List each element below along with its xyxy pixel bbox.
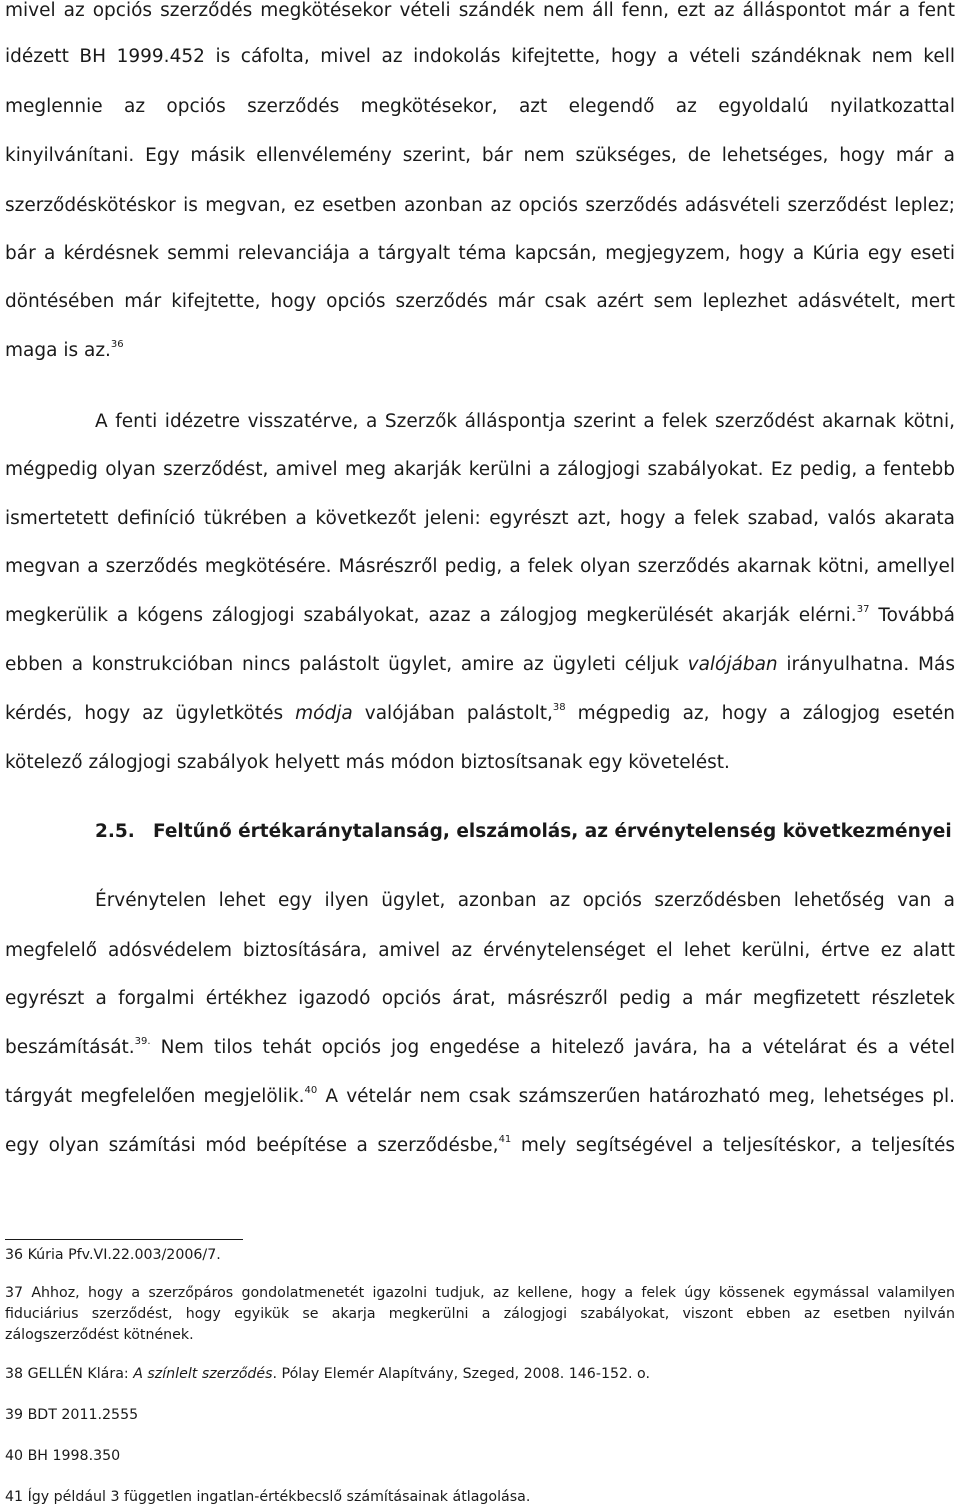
text-line: megfelelő adósvédelem biztosítására, amivel az érvénytelenséget el lehet kerülni, értve ez alatt (5, 940, 955, 961)
text-run: beszámítását. (5, 1037, 135, 1058)
text-line: döntésében már kifejtette, hogy opciós szerződés már csak azért sem leplezhet adásvételt, mert (5, 291, 955, 312)
text-line (5, 1086, 955, 1108)
text-line: mégpedig olyan szerződést, amivel meg akarják kerülni a zálogjogi szabályokat. Ez pedig, a fentebb (5, 459, 955, 480)
text-line: Érvénytelen lehet egy ilyen ügylet, azonban az opciós szerződésben lehetőség van a (95, 890, 955, 911)
footnote-ref[interactable]: 41 (498, 1134, 512, 1145)
text-line: mivel az opciós szerződés megkötésekor vételi szándék nem áll fenn, ezt az álláspontot már a fent (5, 0, 955, 21)
text-run: Továbbá (878, 605, 955, 626)
emphasis: módja (295, 703, 353, 724)
text-line: kinyilvánítani. Egy másik ellenvélemény szerint, bár nem szükséges, de lehetséges, hogy már a (5, 145, 955, 166)
footnote-39: 39 BDT 2011.2555 (5, 1407, 139, 1423)
text-run: irányulhatna. Más (786, 654, 955, 675)
footnote-separator (5, 1239, 243, 1240)
text-run: kérdés, hogy az ügyletkötés (5, 703, 284, 724)
text-line (5, 605, 955, 627)
text-run: 38 GELLÉN Klára: (5, 1366, 129, 1382)
footnote-37-line: zálogszerződést kötnének. (5, 1327, 194, 1343)
text-line: meglennie az opciós szerződés megkötésekor, azt elegendő az egyoldalú nyilatkozattal (5, 96, 955, 117)
text-line (5, 703, 955, 725)
footnote-ref[interactable]: 36 (110, 339, 124, 350)
text-line: megvan a szerződés megkötésére. Másrészről pedig, a felek olyan szerződés akarnak kötni, amellyel (5, 556, 955, 577)
section-heading (95, 821, 952, 843)
text-line: bár a kérdésnek semmi relevanciája a tárgyalt téma kapcsán, megjegyzem, hogy a Kúria egy eseti (5, 243, 955, 264)
text-line: kötelező zálogjogi szabályok helyett más módon biztosítsanak egy követelést. (5, 752, 730, 773)
text-line: szerződéskötéskor is megvan, ez esetben azonban az opciós szerződés adásvételi szerződést leplez; (5, 195, 955, 216)
text-line (5, 1037, 955, 1059)
text-run: egy olyan számítási mód beépítése a szerződésbe, (5, 1135, 499, 1156)
footnote-38 (5, 1364, 955, 1385)
text-run: mégpedig az, hogy a zálogjog esetén (577, 703, 955, 724)
footnote-37-line: 37 Ahhoz, hogy a szerzőpáros gondolatmenetét igazolni tudjuk, az kellene, hogy a felek úgy kössenek egymással valamilyen (5, 1285, 955, 1301)
text-run: A vételár nem csak számszerűen határozható meg, lehetséges pl. (325, 1086, 955, 1107)
footnote-37-line: fiduciárius szerződést, hogy egyikük se akarja megkerülni a zálogjogi szabályokat, viszont ebben az esetben nyilván (5, 1306, 955, 1322)
footnote-ref[interactable]: 39. (134, 1036, 151, 1047)
footnote-41: 41 Így például 3 független ingatlan-értékbecslő számításainak átlagolása. (5, 1489, 531, 1505)
book-title: A színlelt szerződés (133, 1366, 273, 1382)
text-run: ebben a konstrukcióban nincs palástolt ügylet, amire az ügyleti céljuk (5, 654, 679, 675)
section-number: 2.5. (95, 821, 135, 842)
text-line (5, 1135, 955, 1157)
text-run: maga is az. (5, 340, 111, 361)
section-title: Feltűnő értékaránytalanság, elszámolás, az érvénytelenség következményei (153, 821, 952, 842)
footnote-ref[interactable]: 37 (856, 604, 870, 615)
footnote-40: 40 BH 1998.350 (5, 1448, 121, 1464)
text-line (5, 654, 955, 676)
footnote-ref[interactable]: 40 (304, 1085, 318, 1096)
text-run: . Pólay Elemér Alapítvány, Szeged, 2008. 146-152. o. (272, 1366, 650, 1382)
text-run: tárgyát megfelelően megjelölik. (5, 1086, 305, 1107)
footnote-36: 36 Kúria Pfv.VI.22.003/2006/7. (5, 1247, 221, 1263)
emphasis: valójában (687, 654, 778, 675)
footnote-ref[interactable]: 38 (552, 702, 566, 713)
text-line: ismertetett definíció tükrében a következőt jeleni: egyrészt azt, hogy a felek szabad, valós akarata (5, 508, 955, 529)
text-line (5, 340, 955, 362)
text-run: valójában palástolt, (364, 703, 553, 724)
text-line: A fenti idézetre visszatérve, a Szerzők álláspontja szerint a felek szerződést akarnak kötni, (95, 411, 955, 432)
text-run: megkerülik a kógens zálogjogi szabályokat, azaz a zálogjog megkerülését akarják elérni. (5, 605, 857, 626)
text-run: Nem tilos tehát opciós jog engedése a hitelező javára, ha a vételárat és a vétel (160, 1037, 955, 1058)
text-line: egyrészt a forgalmi értékhez igazodó opciós árat, másrészről pedig a már megfizetett részletek (5, 988, 955, 1009)
text-run: mely segítségével a teljesítéskor, a teljesítés (520, 1135, 955, 1156)
text-line: idézett BH 1999.452 is cáfolta, mivel az indokolás kifejtette, hogy a vételi szándéknak nem kell (5, 46, 955, 67)
